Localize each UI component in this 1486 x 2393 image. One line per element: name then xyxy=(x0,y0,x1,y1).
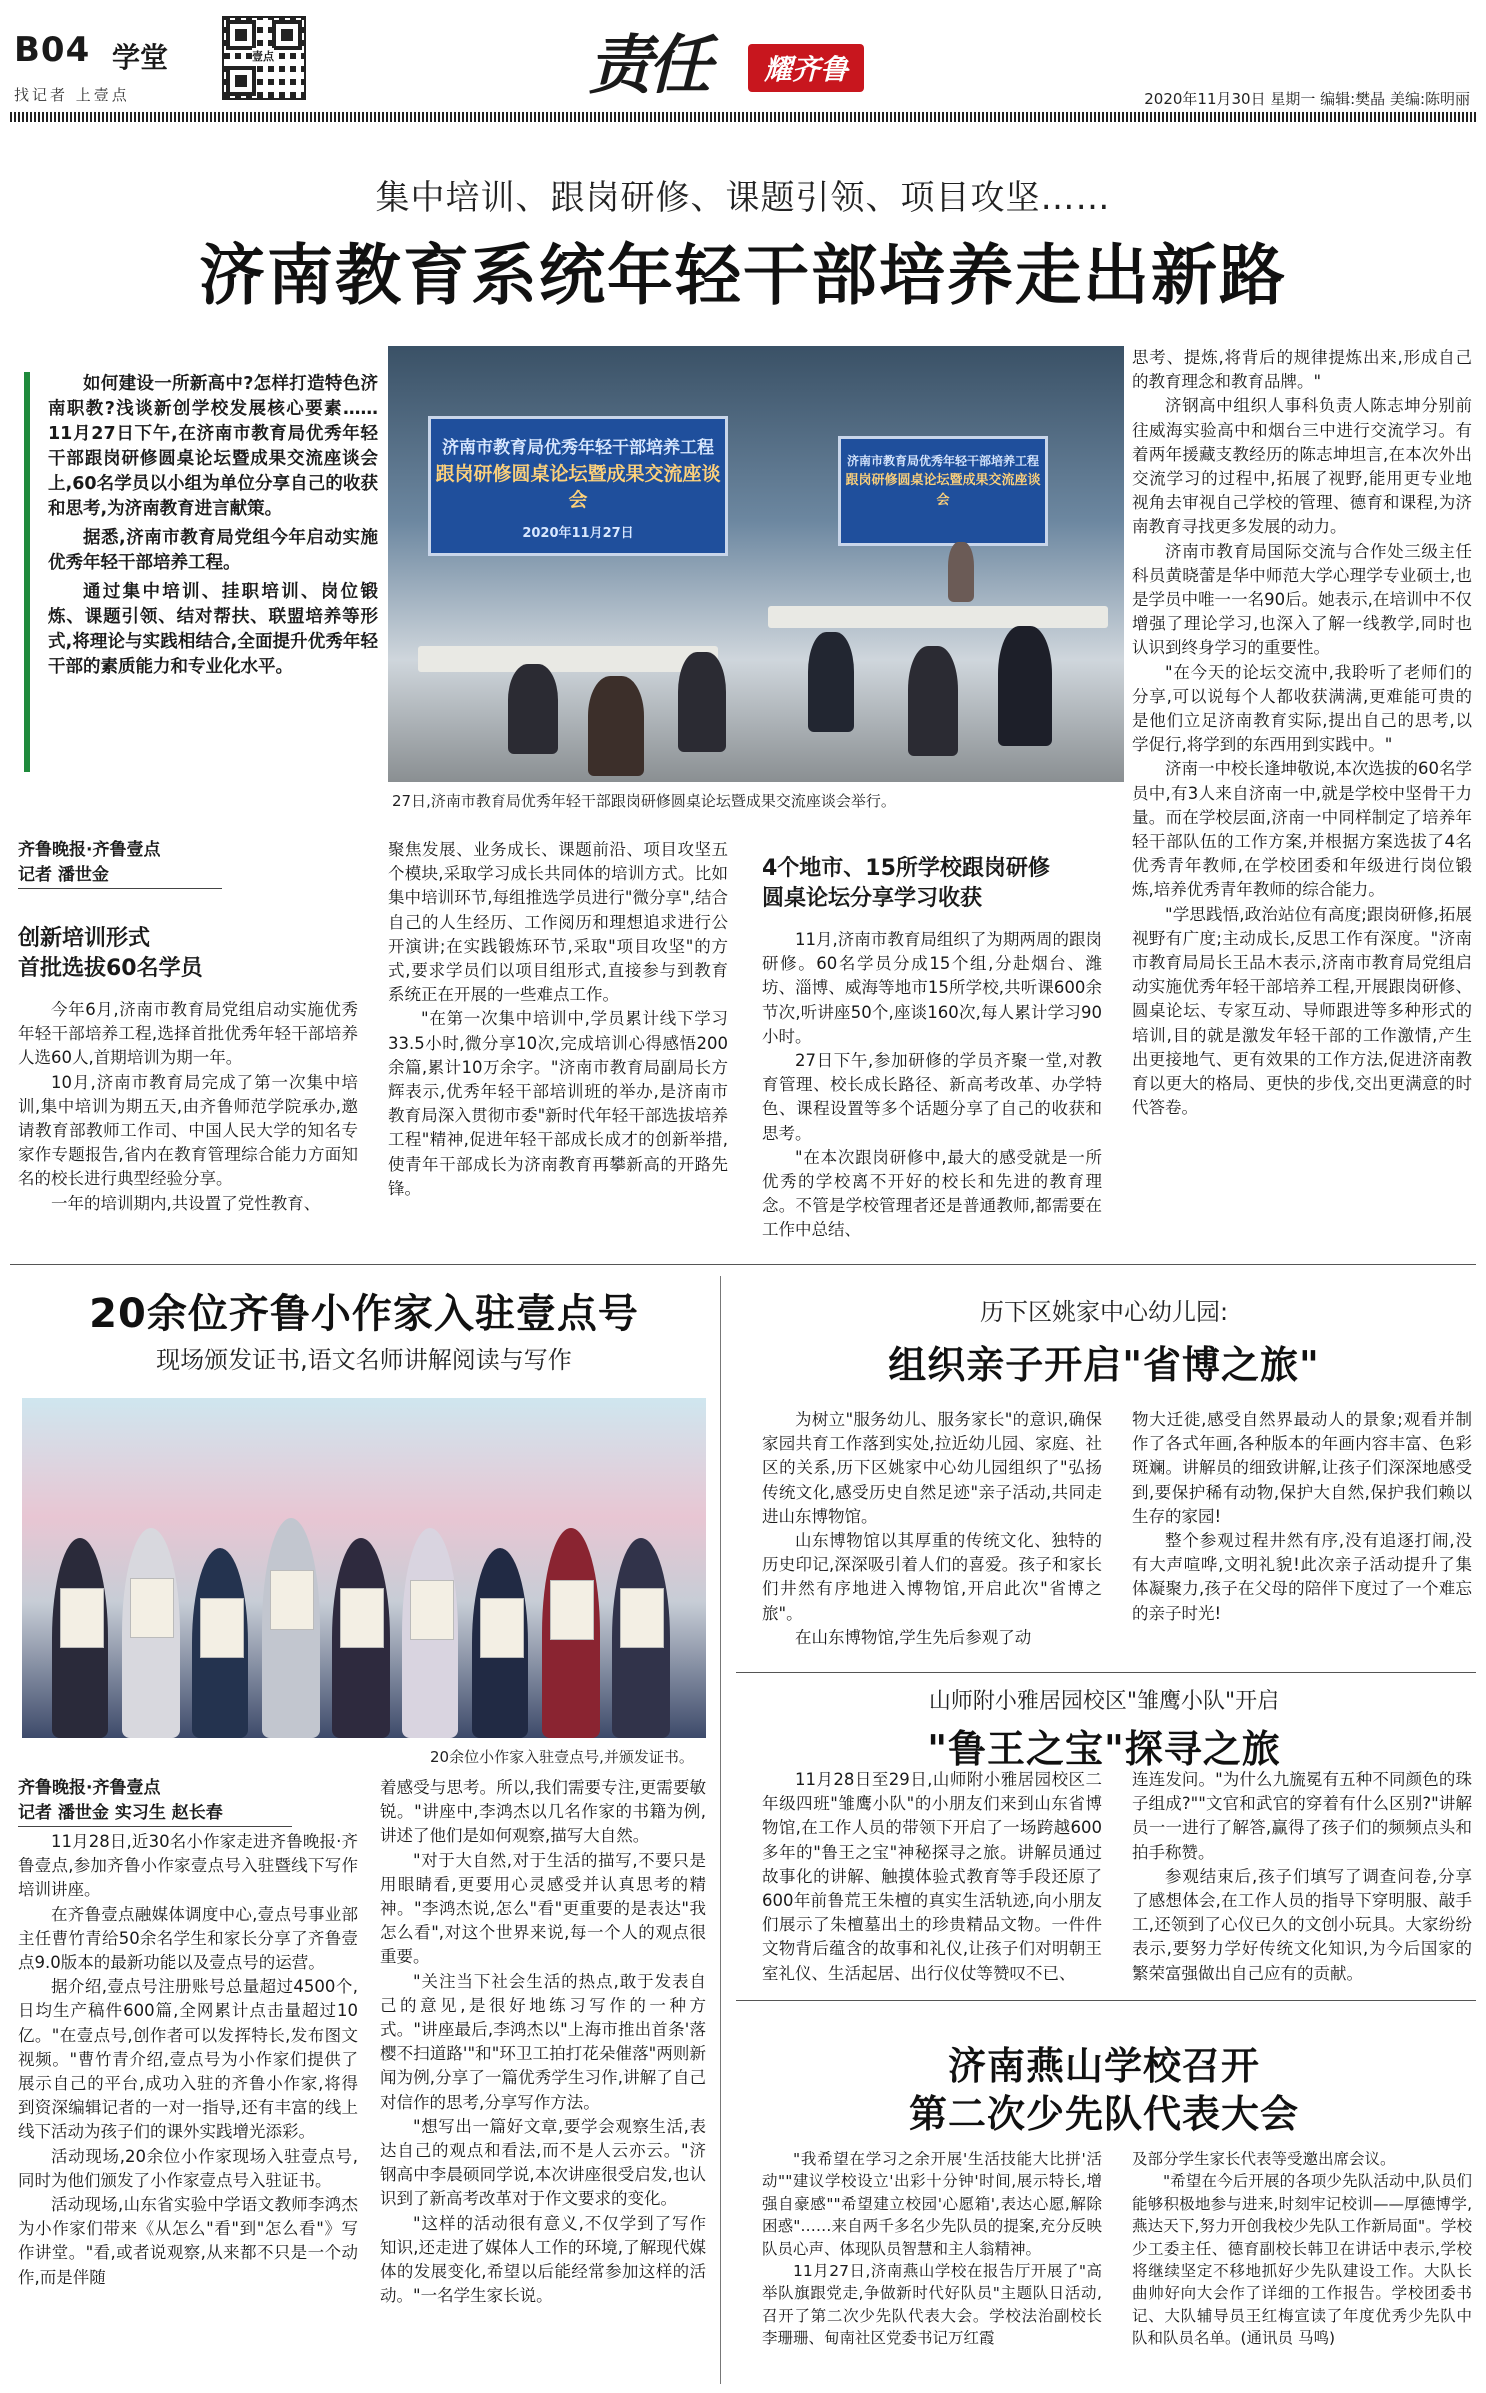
yanshan-headline-line1: 济南燕山学校召开 xyxy=(947,2044,1260,2088)
writers-headline: 20余位齐鲁小作家入驻壹点号 xyxy=(89,1291,639,1337)
forum-photo[interactable] xyxy=(388,346,1124,782)
writers-col-2 xyxy=(380,1776,706,2308)
kindergarten-headline: 组织亲子开启"省博之旅" xyxy=(888,1343,1320,1387)
byline-reporter: 记者 潘世金 实习生 赵长春 xyxy=(18,1801,292,1827)
column-divider xyxy=(720,1276,721,2384)
feature-headline: 济南教育系统年轻干部培养走出新路 xyxy=(199,237,1287,314)
paragraph: 着感受与思考。所以,我们需要专注,更需要敏锐。"讲座中,李鸿杰以几名作家的书籍为例,讲述了他们是如何观察,描写大自然。 xyxy=(380,1778,706,1846)
paragraph: 济钢高中组织人事科负责人陈志坤分别前往威海实验高中和烟台三中进行交流学习。有着两年援藏支教经历的陈志坤坦言,在本次外出交流学习的过程中,拓展了视野,能用更专业地视角去审视自己学校的管理、德育和课程,为济南教育寻找更多发展的动力。 xyxy=(1132,396,1472,537)
forum-photo-caption: 27日,济南市教育局优秀年轻干部跟岗研修圆桌论坛暨成果交流座谈会举行。 xyxy=(392,792,896,810)
paragraph: 连连发问。"为什么九旒冕有五种不同颜色的珠子组成?""文官和武官的穿着有什么区别?"讲解员一一进行了解答,赢得了孩子们的频频点头和拍手称赞。 xyxy=(1132,1770,1472,1862)
feature-col-2 xyxy=(388,838,728,1201)
paragraph: "我希望在学习之余开展'生活技能大比拼'活动""建议学校设立'出彩十分钟'时间,展示特长,增强自豪感""希望建立校园'心愿箱',表达心愿,解除困惑"……来自两千多名少先队员的提案,充分反映队员心声、体现队员智慧和主人翁精神。 xyxy=(762,2150,1102,2258)
paragraph: 11月28日,近30名小作家走进齐鲁晚报·齐鲁壹点,参加齐鲁小作家壹点号入驻暨线下写作培训讲座。 xyxy=(18,1832,358,1900)
page-code: B04 xyxy=(14,30,91,70)
qr-code-icon[interactable] xyxy=(222,16,306,100)
paragraph: 11月,济南市教育局组织了为期两周的跟岗研修。60名学员分成15个组,分赴烟台、潍坊、淄博、威海等地市15所学校,共听课600余节次,听讲座50个,座谈160次,每人累计学习90小时。 xyxy=(762,930,1102,1046)
paragraph: "对于大自然,对于生活的描写,不要只是用眼睛看,更要用心灵感受并认真思考的精神。"李鸿杰说,怎么"看"更重要的是表达"我怎么看",对这个世界来说,每一个人的观点很重要。 xyxy=(380,1850,706,1967)
logo-text: 责任 xyxy=(588,28,708,103)
paragraph: 思考、提炼,将背后的规律提炼出来,形成自己的教育理念和教育品牌。" xyxy=(1132,348,1472,392)
feature-kicker: 集中培训、跟岗研修、课题引领、项目攻坚…… xyxy=(375,178,1111,218)
feature-subhead-1: 创新培训形式 首批选拔60名学员 xyxy=(18,926,203,981)
paragraph: 10月,济南市教育局完成了第一次集中培训,集中培训为期五天,由齐鲁师范学院承办,邀请教育部教师工作司、中国人民大学的知名专家作专题报告,省内在教育管理综合能力方面知名的校长进行典型经验分享。 xyxy=(18,1072,358,1189)
slogan: 找记者 上壹点 xyxy=(14,86,130,104)
treasure-col-1 xyxy=(762,1768,1102,1986)
yanshan-headline-line2: 第二次少先队代表大会 xyxy=(908,2092,1299,2136)
paragraph: 参观结束后,孩子们填写了调查问卷,分享了感想体会,在工作人员的指导下穿明服、敲手工,还领到了心仪已久的文创小玩具。大家纷纷表示,要努力学好传统文化知识,为今后国家的繁荣富强做出自己应有的贡献。 xyxy=(1132,1866,1472,1983)
paragraph: 物大迁徙,感受自然界最动人的景象;观看并制作了各式年画,各种版本的年画内容丰富、色彩斑斓。讲解员的细致讲解,让孩子们深深地感受到,要保护稀有动物,保护大自然,保护我们赖以生存的家园! xyxy=(1132,1410,1472,1526)
treasure-headline: "鲁王之宝"探寻之旅 xyxy=(927,1727,1281,1771)
screen-title: 济南市教育局优秀年轻干部培养工程 xyxy=(442,438,714,458)
section-divider xyxy=(736,1672,1476,1673)
kindergarten-kicker: 历下区姚家中心幼儿园: xyxy=(979,1298,1229,1326)
paragraph: 今年6月,济南市教育局党组启动实施优秀年轻干部培养工程,选择首批优秀年轻干部培养人选60人,首期培训为期一年。 xyxy=(18,1000,358,1068)
paragraph: 聚焦发展、业务成长、课题前沿、项目攻坚五个模块,采取学习成长共同体的培训方式。比如集中培训环节,每组推选学员进行"微分享",结合自己的人生经历、工作阅历和理想追求进行公开演讲;在实践锻炼环节,采取"项目攻坚"的方式,要求学员们以项目组形式,直接参与到教育系统正在开展的一些难点工作。 xyxy=(388,840,728,1005)
feature-col-4 xyxy=(1132,346,1472,1121)
paragraph: "在第一次集中培训中,学员累计线下学习33.5小时,微分享10次,完成培训心得感悟200余篇,累计10万余字。"济南市教育局副局长方辉表示,优秀年轻干部培训班的举办,是济南市教育局深入贯彻市委"新时代年轻干部选拔培养工程"精神,促进年轻干部成长成才的创新举措,使青年干部成长为济南教育再攀新高的开路先锋。 xyxy=(388,1009,728,1198)
feature-lead xyxy=(24,372,378,772)
masthead-rule xyxy=(10,112,1476,122)
writers-byline xyxy=(18,1776,358,1827)
lead-paragraph: 如何建设一所新高中?怎样打造特色济南职教?浅谈新创学校发展核心要素……11月27日下午,在济南市教育局优秀年轻干部跟岗研修圆桌论坛暨成果交流座谈会上,60名学员以小组为单位分享自己的收获和思考,为济南教育进言献策。 xyxy=(48,374,378,519)
screen-date: 2020年11月27日 xyxy=(522,526,634,541)
paragraph: 及部分学生家长代表等受邀出席会议。 xyxy=(1132,2150,1396,2168)
writers-subhead: 现场颁发证书,语文名师讲解阅读与写作 xyxy=(156,1346,572,1374)
paragraph: 山东博物馆以其厚重的传统文化、独特的历史印记,深深吸引着人们的喜爱。孩子和家长们井然有序地进入博物馆,开启此次"省博之旅"。 xyxy=(762,1531,1102,1623)
yanshan-col-2 xyxy=(1132,2148,1472,2350)
screen-title: 济南市教育局优秀年轻干部培养工程 xyxy=(846,454,1039,468)
writers-photo[interactable] xyxy=(22,1398,706,1738)
qr-label: 壹点 xyxy=(252,48,274,66)
paragraph: "在今天的论坛交流中,我聆听了老师们的分享,可以说每个人都收获满满,更难能可贵的是他们立足济南教育实际,提出自己的思考,以学促行,将学到的东西用到实践中。" xyxy=(1132,662,1472,755)
paragraph: 据介绍,壹点号注册账号总量超过4500个,日均生产稿件600篇,全网累计点击量超过10亿。"在壹点号,创作者可以发挥特长,发布图文视频。"曹竹青介绍,壹点号为小作家们提供了展示自己的平台,成功入驻的齐鲁小作家,将得到资深编辑记者的一对一指导,还有丰富的线上线下活动为孩子们的课外实践增光添彩。 xyxy=(18,1977,358,2142)
paragraph: 一年的培训期内,共设置了党性教育、 xyxy=(51,1193,321,1213)
lead-paragraph: 据悉,济南市教育局党组今年启动实施优秀年轻干部培养工程。 xyxy=(48,528,378,573)
byline-outlet: 齐鲁晚报·齐鲁壹点 xyxy=(18,840,161,860)
paragraph: 活动现场,20余位小作家现场入驻壹点号,同时为他们颁发了小作家壹点号入驻证书。 xyxy=(18,2146,358,2190)
paragraph: "希望在今后开展的各项少先队活动中,队员们能够积极地参与进来,时刻牢记校训——厚德博学,燕达天下,努力开创我校少先队工作新局面"。学校少工委主任、德育副校长韩卫在讲话中表示,学校将继续坚定不移地抓好少先队建设工作。大队长曲帅好向大会作了详细的工作报告。学校团委书记、大队辅导员王红梅宣读了年度优秀少先队中队和队员名单。(通讯员 马鸣) xyxy=(1132,2172,1472,2348)
paragraph: 济南市教育局国际交流与合作处三级主任科员黄晓蕾是华中师范大学心理学专业硕士,也是学员中唯一一名90后。她表示,在培训中不仅增强了理论学习,也深入了解一线教学,同时也认识到终身学习的重要性。 xyxy=(1132,541,1472,658)
paragraph: 活动现场,山东省实验中学语文教师李鸿杰为小作家们带来《从怎么"看"到"怎么看"》写作讲堂。"看,或者说观察,从来都不只是一个动作,而是伴随 xyxy=(18,2195,358,2287)
kindergarten-col-2 xyxy=(1132,1408,1472,1626)
paragraph: 在齐鲁壹点融媒体调度中心,壹点号事业部主任曹竹青给50余名学生和家长分享了齐鲁壹点9.0版本的最新功能以及壹点号的运营。 xyxy=(18,1904,358,1973)
byline-outlet: 齐鲁晚报·齐鲁壹点 xyxy=(18,1778,161,1798)
issue-meta: 2020年11月30日 星期一 编辑:樊晶 美编:陈明丽 xyxy=(1144,90,1470,108)
section-divider xyxy=(10,1264,1476,1265)
paragraph: "关注当下社会生活的热点,敢于发表自己的意见,是很好地练习写作的一种方式。"讲座最后,李鸿杰以"上海市推出首条'落樱不扫道路'"和"环卫工拍打花朵催落"两则新闻为例,分享了一篇优秀学生习作,讲解了自己对信作的思考,分享写作方法。 xyxy=(380,1971,706,2112)
paragraph: 在山东博物馆,学生先后参观了动 xyxy=(795,1627,1032,1647)
section-name: 学堂 xyxy=(112,41,169,74)
paragraph: 11月27日,济南燕山学校在报告厅开展了"高举队旗跟党走,争做新时代好队员"主题队日活动,召开了第二次少先队代表大会。学校法治副校长李珊珊、甸南社区党委书记万红霞 xyxy=(762,2262,1102,2348)
paragraph: 为树立"服务幼儿、服务家长"的意识,确保家园共育工作落到实处,拉近幼儿园、家庭、社区的关系,历下区姚家中心幼儿园组织了"弘扬传统文化,感受历史自然足迹"亲子活动,共同走进山东博物馆。 xyxy=(762,1410,1102,1526)
paragraph: 27日下午,参加研修的学员齐聚一堂,对教育管理、校长成长路径、新高考改革、办学特色、课程设置等多个话题分享了自己的收获和思考。 xyxy=(762,1051,1102,1143)
treasure-kicker: 山师附小雅居园校区"雏鹰小队"开启 xyxy=(928,1689,1280,1714)
paragraph: "这样的活动很有意义,不仅学到了写作知识,还走进了媒体人工作的环境,了解现代媒体的发展变化,希望以后能经常参加这样的活动。"一名学生家长说。 xyxy=(380,2213,706,2306)
writers-col-1 xyxy=(18,1830,358,2290)
paragraph: 整个参观过程井然有序,没有追逐打闹,没有大声喧哗,文明礼貌!此次亲子活动提升了集体凝聚力,孩子在父母的陪伴下度过了一个难忘的亲子时光! xyxy=(1132,1531,1472,1623)
yanshan-col-1 xyxy=(762,2148,1102,2350)
lead-paragraph: 通过集中培训、挂职培训、岗位锻炼、课题引领、结对帮扶、联盟培养等形式,将理论与实践相结合,全面提升优秀年轻干部的素质能力和专业化水平。 xyxy=(48,582,378,677)
section-divider xyxy=(736,2000,1476,2001)
yanshan-headline xyxy=(736,2042,1472,2138)
feature-col-1 xyxy=(18,998,358,1216)
treasure-col-2 xyxy=(1132,1768,1472,1986)
paragraph: "在本次跟岗研修中,最大的感受就是一所优秀的学校离不开好的校长和先进的教育理念。不管是学校管理者还是普通教师,都需要在工作中总结、 xyxy=(762,1147,1102,1240)
screen-subtitle: 跟岗研修圆桌论坛暨成果交流座谈会 xyxy=(435,463,721,511)
logo-badge: 耀齐鲁 xyxy=(748,44,864,92)
paragraph: 11月28日至29日,山师附小雅居园校区二年级四班"雏鹰小队"的小朋友们来到山东省博物馆,在工作人员的带领下开启了一场跨越600多年的"鲁王之宝"神秘探寻之旅。讲解员通过故事化的讲解、触摸体验式教育等手段还原了600年前鲁荒王朱檀的真实生活轨迹,向小朋友们展示了朱檀墓出土的珍贵精品文物。一件件文物背后蕴含的故事和礼仪,让孩子们对明朝王室礼仪、生活起居、出行仪仗等赞叹不已、 xyxy=(762,1770,1102,1983)
kindergarten-col-1 xyxy=(762,1408,1102,1650)
byline-reporter: 记者 潘世金 xyxy=(18,863,222,889)
feature-col-3 xyxy=(762,928,1102,1243)
feature-subhead-2: 4个地市、15所学校跟岗研修 圆桌论坛分享学习收获 xyxy=(762,856,1050,911)
writers-photo-caption: 20余位小作家入驻壹点号,并颁发证书。 xyxy=(430,1748,694,1766)
feature-byline xyxy=(18,838,222,889)
screen-subtitle: 跟岗研修圆桌论坛暨成果交流座谈会 xyxy=(845,473,1041,508)
paragraph: 济南一中校长逢坤敬说,本次选拔的60名学员中,有3人来自济南一中,就是学校中坚骨干力量。而在学校层面,济南一中同样制定了培养年轻干部队伍的工作方案,并根据方案选拔了4名优秀青年教师,在学校团委和年级进行岗位锻炼,培养优秀青年教师的综合能力。 xyxy=(1132,759,1472,900)
paragraph: "学思践悟,政治站位有高度;跟岗研修,拓展视野有广度;主动成长,反思工作有深度。"济南市教育局局长王品木表示,济南市教育局党组启动实施优秀年轻干部培养工程,开展跟岗研修、圆桌论坛、专家互动、导师跟进等多种形式的培训,目的就是激发年轻干部的工作激情,产生出更接地气、更有效果的工作方法,促进济南教育以更大的格局、更快的步伐,交出更满意的时代答卷。 xyxy=(1132,904,1472,1118)
paragraph: "想写出一篇好文章,要学会观察生活,表达自己的观点和看法,而不是人云亦云。"济钢高中李晨硕同学说,本次讲座很受启发,也认识到了新高考改革对于作文要求的变化。 xyxy=(380,2116,706,2209)
